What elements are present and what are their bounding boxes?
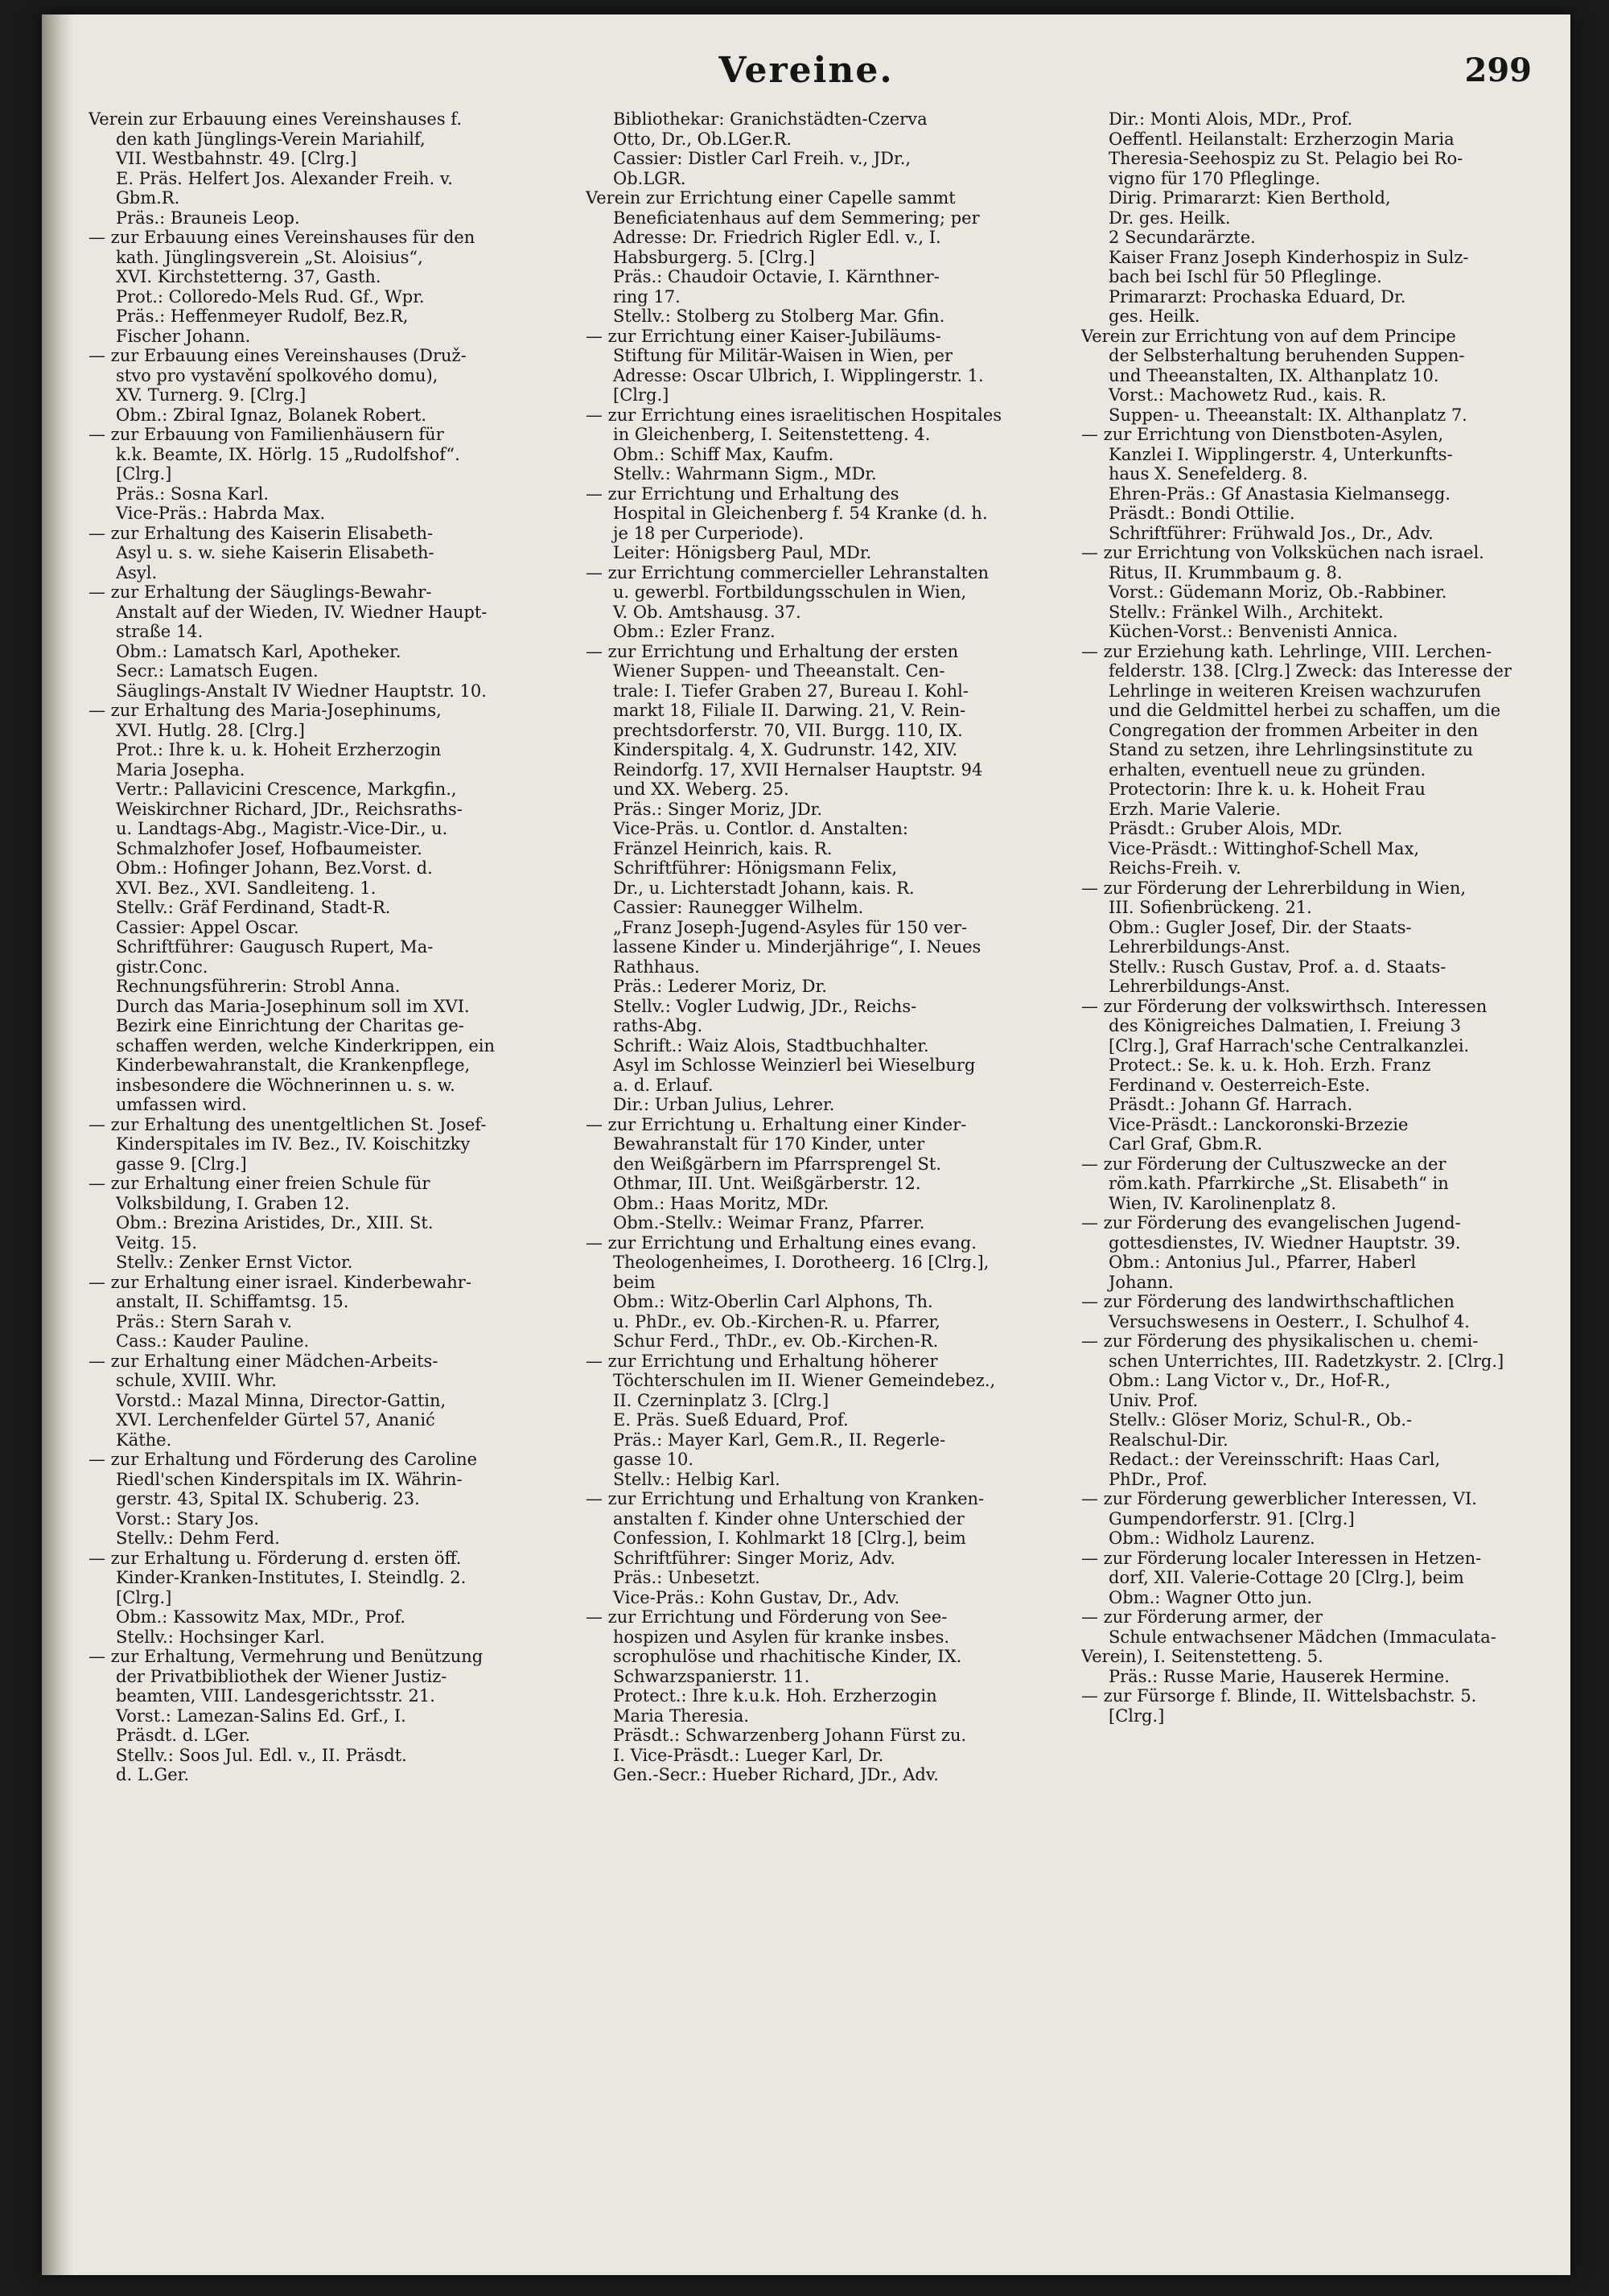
entry-line: Hospital in Gleichenberg f. 54 Kranke (d. h. (613, 504, 988, 523)
entry-line: — zur Erhaltung des Maria-Josephinums, (88, 701, 442, 720)
entry-line: schen Unterrichtes, III. Radetzkystr. 2. [Clrg.] (1109, 1351, 1504, 1371)
entry-line: Realschul-Dir. (1109, 1430, 1228, 1450)
entry-line: u. gewerbl. Fortbildungsschulen in Wien, (613, 582, 967, 602)
entry-line: Lehrerbildungs-Anst. (1109, 937, 1290, 957)
entry-line: Asyl. (116, 562, 158, 582)
entry-line: Leiter: Hönigsberg Paul, MDr. (613, 543, 872, 562)
entry-line: Fränzel Heinrich, kais. R. (613, 838, 833, 858)
entry-line: Obm.: Haas Moritz, MDr. (613, 1193, 829, 1213)
entry-line: Cass.: Kauder Pauline. (116, 1331, 310, 1351)
entry-line: bach bei Ischl für 50 Pfleglinge. (1109, 267, 1382, 286)
entry-line: — zur Errichtung und Erhaltung von Kranken- (586, 1489, 985, 1508)
entry-line: Dr., u. Lichterstadt Johann, kais. R. (613, 878, 915, 898)
entry-line: Präs.: Lederer Moriz, Dr. (613, 977, 827, 996)
entry-line: Erzh. Marie Valerie. (1109, 799, 1281, 819)
entry-line: — zur Erhaltung einer freien Schule für (88, 1174, 430, 1193)
entry-line: Reichs-Freih. v. (1109, 858, 1241, 878)
entry-line: Othmar, III. Unt. Weißgärberstr. 12. (613, 1174, 921, 1193)
entry-line: — zur Förderung der volkswirthsch. Interessen (1081, 996, 1488, 1016)
page-number: 299 (1464, 51, 1532, 89)
entry-line: Wien, IV. Karolinenplatz 8. (1109, 1193, 1337, 1213)
entry-line: Protect.: Se. k. u. k. Hoh. Erzh. Franz (1109, 1055, 1431, 1075)
entry-line: Stand zu setzen, ihre Lehrlingsinstitute zu (1109, 740, 1474, 759)
entry-line: Johann. (1109, 1272, 1174, 1292)
entry-line: des Königreiches Dalmatien, I. Freiung 3 (1109, 1016, 1462, 1035)
entry-line: Maria Theresia. (613, 1706, 750, 1726)
entry-line: Confession, I. Kohlmarkt 18 [Clrg.], beim (613, 1529, 966, 1548)
entry-line: — zur Förderung gewerblicher Interessen, VI. (1081, 1489, 1477, 1508)
entry-line: Dr. ges. Heilk. (1109, 208, 1231, 228)
entry-line: Präsdt.: Gruber Alois, MDr. (1109, 819, 1343, 838)
entry-line: Schriftführer: Hönigsmann Felix, (613, 858, 898, 878)
entry-line: Vice-Präsdt.: Lanckoronski-Brzezie (1109, 1114, 1409, 1134)
entry-line: Suppen- u. Theeanstalt: IX. Althanplatz 7. (1109, 405, 1467, 425)
entry-line: E. Präs. Helfert Jos. Alexander Freih. v. (116, 168, 453, 188)
entry-line: Obm.: Gugler Josef, Dir. der Staats- (1109, 917, 1412, 937)
entry-line: Lehrlinge in weiteren Kreisen wachzurufen (1109, 681, 1481, 701)
entry-line: Präs.: Mayer Karl, Gem.R., II. Regerle- (613, 1430, 946, 1450)
page-spine-shadow (42, 14, 74, 2275)
entry-line: Obm.: Lamatsch Karl, Apotheker. (116, 641, 401, 661)
entry-line: Stellv.: Dehm Ferd. (116, 1529, 280, 1548)
entry-line: V. Ob. Amtshausg. 37. (613, 602, 801, 622)
entry-line: Univ. Prof. (1109, 1390, 1199, 1410)
entry-line: Präs.: Stern Sarah v. (116, 1311, 293, 1331)
entry-line: — zur Förderung armer, der (1081, 1607, 1323, 1627)
entry-line: Verein), I. Seitenstetteng. 5. (1081, 1647, 1323, 1666)
page-title: Vereine. (718, 50, 894, 91)
entry-line: Kanzlei I. Wipplingerstr. 4, Unterkunfts- (1109, 444, 1453, 464)
entry-line: Präsdt.: Johann Gf. Harrach. (1109, 1095, 1353, 1114)
entry-line: Schmalzhofer Josef, Hofbaumeister. (116, 838, 422, 858)
entry-line: Obm.: Antonius Jul., Pfarrer, Haberl (1109, 1253, 1417, 1272)
entry-line: — zur Erhaltung u. Förderung d. ersten öff. (88, 1548, 462, 1568)
column-left (88, 109, 571, 2265)
entry-line: gottesdienstes, IV. Wiedner Hauptstr. 39. (1109, 1232, 1461, 1253)
entry-line: — zur Erhaltung des unentgeltlichen St. Josef- (88, 1114, 487, 1134)
entry-line: Veitg. 15. (116, 1232, 198, 1253)
entry-line: — zur Errichtung von Volksküchen nach israel. (1081, 543, 1484, 562)
entry-line: Präsdt.: Bondi Ottilie. (1109, 504, 1295, 523)
entry-line: [Clrg.] (1109, 1706, 1165, 1726)
entry-line: Congregation der frommen Arbeiter in den (1109, 720, 1479, 740)
entry-line: [Clrg.], Graf Harrach'sche Centralkanzlei. (1109, 1035, 1470, 1055)
entry-line: den kath Jünglings-Verein Mariahilf, (116, 129, 426, 149)
entry-line: E. Präs. Sueß Eduard, Prof. (613, 1410, 849, 1430)
entry-line: Käthe. (116, 1430, 172, 1450)
entry-line: Vice-Präs.: Kohn Gustav, Dr., Adv. (613, 1587, 900, 1607)
entry-line: — zur Erhaltung einer israel. Kinderbewahr- (88, 1272, 471, 1292)
entry-line: Stellv.: Glöser Moriz, Schul-R., Ob.- (1109, 1410, 1413, 1430)
entry-line: u. Landtags-Abg., Magistr.-Vice-Dir., u. (116, 819, 448, 838)
entry-line: Riedl'schen Kinderspitals im IX. Währin- (116, 1469, 463, 1489)
entry-line: Stellv.: Zenker Ernst Victor. (116, 1253, 353, 1272)
entry-line: prechtsdorferstr. 70, VII. Burgg. 110, IX. (613, 720, 963, 740)
entry-line: Vorst.: Stary Jos. (116, 1508, 259, 1529)
entry-line: Obm.: Kassowitz Max, MDr., Prof. (116, 1607, 406, 1627)
entry-line: Cassier: Raunegger Wilhelm. (613, 898, 864, 917)
entry-line: II. Czerninplatz 3. [Clrg.] (613, 1390, 829, 1410)
entry-line: Kaiser Franz Joseph Kinderhospiz in Sulz- (1109, 247, 1469, 267)
entry-line: k.k. Beamte, IX. Hörlg. 15 „Rudolfshof“. (116, 444, 460, 464)
entry-line: Theresia-Seehospiz zu St. Pelagio bei Ro- (1109, 149, 1463, 168)
column-right (1081, 109, 1564, 2265)
entry-line: gerstr. 43, Spital IX. Schuberig. 23. (116, 1489, 420, 1508)
entry-line: Volksbildung, I. Graben 12. (116, 1193, 350, 1213)
entry-line: Adresse: Dr. Friedrich Rigler Edl. v., I. (613, 228, 941, 247)
entry-line: XVI. Hutlg. 28. [Clrg.] (116, 720, 305, 740)
entry-line: Ferdinand v. Oesterreich-Este. (1109, 1075, 1370, 1095)
entry-line: Bibliothekar: Granichstädten-Czerva (613, 109, 928, 129)
entry-line: Theologenheimes, I. Dorotheerg. 16 [Clrg.], (613, 1253, 990, 1272)
entry-line: Vorst.: Machowetz Rud., kais. R. (1109, 385, 1387, 405)
entry-line: Kinder-Kranken-Institutes, I. Steindlg. 2. (116, 1568, 467, 1587)
entry-line: Kinderspitalg. 4, X. Gudrunstr. 142, XIV. (613, 740, 958, 759)
entry-line: lassene Kinder u. Minderjährige“, I. Neues (613, 937, 981, 957)
entry-line: Gen.-Secr.: Hueber Richard, JDr., Adv. (613, 1765, 939, 1784)
entry-line: Präs.: Singer Moriz, JDr. (613, 799, 823, 819)
entry-line: — zur Förderung des evangelischen Jugend- (1081, 1213, 1461, 1232)
entry-line: Präs.: Russe Marie, Hauserek Hermine. (1109, 1666, 1450, 1686)
entry-line: straße 14. (116, 622, 204, 641)
entry-line: Präsdt. d. LGer. (116, 1726, 251, 1745)
entry-line: Schriftführer: Singer Moriz, Adv. (613, 1548, 895, 1568)
entry-line: Vorst.: Lamezan-Salins Ed. Grf., I. (116, 1706, 406, 1726)
entry-line: — zur Errichtung von Dienstboten-Asylen, (1081, 425, 1444, 444)
entry-line: Protectorin: Ihre k. u. k. Hoheit Frau (1109, 780, 1426, 799)
entry-line: Dir.: Monti Alois, MDr., Prof. (1109, 109, 1353, 129)
entry-line: Prot.: Colloredo-Mels Rud. Gf., Wpr. (116, 286, 425, 307)
entry-line: raths-Abg. (613, 1016, 703, 1035)
entry-line: stvo pro vystavění spolkového domu), (116, 365, 438, 385)
entry-line: — zur Errichtung und Erhaltung eines evang. (586, 1232, 977, 1253)
entry-line: — zur Erhaltung des Kaiserin Elisabeth- (88, 523, 434, 543)
entry-line: Ritus, II. Krummbaum g. 8. (1109, 562, 1343, 582)
entry-line: XV. Turnerg. 9. [Clrg.] (116, 385, 307, 405)
entry-line: haus X. Senefelderg. 8. (1109, 464, 1308, 483)
entry-line: ring 17. (613, 286, 681, 307)
entry-line: Durch das Maria-Josephinum soll im XVI. (116, 996, 470, 1016)
entry-line: Wiener Suppen- und Theeanstalt. Cen- (613, 661, 945, 681)
entry-line: gasse 10. (613, 1450, 694, 1469)
entry-line: Obm.: Schiff Max, Kaufm. (613, 444, 834, 464)
entry-line: Vorstd.: Mazal Minna, Director-Gattin, (116, 1390, 446, 1410)
entry-line: trale: I. Tiefer Graben 27, Bureau I. Kohl- (613, 681, 969, 701)
entry-line: — zur Errichtung und Erhaltung der ersten (586, 641, 959, 661)
entry-line: XVI. Kirchstetterng. 37, Gasth. (116, 267, 381, 286)
entry-line: erhalten, eventuell neue zu gründen. (1109, 759, 1426, 780)
entry-line: gistr.Conc. (116, 957, 208, 977)
entry-line: umfassen wird. (116, 1095, 247, 1114)
entry-line: Prot.: Ihre k. u. k. Hoheit Erzherzogin (116, 740, 442, 759)
entry-line: — zur Förderung des landwirthschaftlichen (1081, 1292, 1455, 1311)
entry-line: den Weißgärbern im Pfarrsprengel St. (613, 1154, 942, 1174)
entry-line: der Selbsterhaltung beruhenden Suppen- (1109, 346, 1465, 365)
entry-line: — zur Förderung der Lehrerbildung in Wien, (1081, 878, 1467, 898)
entry-line: III. Sofienbrückeng. 21. (1109, 898, 1312, 917)
entry-line: Secr.: Lamatsch Eugen. (116, 661, 319, 681)
entry-line: felderstr. 138. [Clrg.] Zweck: das Interesse der (1109, 661, 1512, 681)
entry-line: der Privatbibliothek der Wiener Justiz- (116, 1666, 447, 1686)
entry-line: [Clrg.] (613, 385, 669, 405)
entry-line: — zur Erbauung eines Vereinshauses (Druž- (88, 346, 467, 365)
entry-line: — zur Erhaltung einer Mädchen-Arbeits- (88, 1351, 438, 1371)
entry-line: Vice-Präs. u. Contlor. d. Anstalten: (613, 819, 909, 838)
entry-line: Schriftführer: Gaugusch Rupert, Ma- (116, 937, 434, 957)
entry-line: Anstalt auf der Wieden, IV. Wiedner Haupt- (116, 602, 488, 622)
entry-line: insbesondere die Wöchnerinnen u. s. w. (116, 1075, 455, 1095)
entry-line: Stellv.: Fränkel Wilh., Architekt. (1109, 602, 1384, 622)
entry-line: d. L.Ger. (116, 1765, 190, 1784)
entry-line: — zur Errichtung und Förderung von See- (586, 1607, 948, 1627)
entry-line: schule, XVIII. Whr. (116, 1371, 277, 1390)
entry-line: beim (613, 1272, 656, 1292)
entry-line: Obm.: Lang Victor v., Dr., Hof-R., (1109, 1371, 1391, 1390)
entry-line: Asyl im Schlosse Weinzierl bei Wieselburg (613, 1055, 976, 1075)
entry-line: XVI. Bez., XVI. Sandleiteng. 1. (116, 878, 377, 898)
entry-line: Kinderspitales im IV. Bez., IV. Koischitzky (116, 1134, 471, 1154)
entry-line: Otto, Dr., Ob.LGer.R. (613, 129, 792, 149)
entry-line: Obm.: Zbiral Ignaz, Bolanek Robert. (116, 405, 427, 425)
entry-line: Obm.-Stellv.: Weimar Franz, Pfarrer. (613, 1213, 925, 1232)
entry-line: Stiftung für Militär-Waisen in Wien, per (613, 346, 953, 365)
entry-line: beamten, VIII. Landesgerichtsstr. 21. (116, 1686, 435, 1706)
entry-line: Ob.LGR. (613, 168, 686, 188)
entry-line: Obm.: Hofinger Johann, Bez.Vorst. d. (116, 858, 433, 878)
entry-line: Stellv.: Soos Jul. Edl. v., II. Präsdt. (116, 1745, 407, 1765)
entry-line: Verein zur Erbauung eines Vereinshauses f. (88, 109, 462, 129)
entry-line: Cassier: Distler Carl Freih. v., JDr., (613, 149, 911, 168)
entry-line: anstalten f. Kinder ohne Unterschied der (613, 1508, 965, 1529)
entry-line: Rathhaus. (613, 957, 700, 977)
entry-line: in Gleichenberg, I. Seitenstetteng. 4. (613, 425, 931, 444)
book-page (42, 14, 1570, 2275)
entry-line: Präs.: Chaudoir Octavie, I. Kärnthner- (613, 267, 940, 286)
entry-line: vigno für 170 Pfleglinge. (1109, 168, 1321, 188)
entry-line: Adresse: Oscar Ulbrich, I. Wipplingerstr. 1. (613, 365, 984, 385)
entry-line: — zur Errichtung eines israelitischen Hospitales (586, 405, 1002, 425)
entry-line: Obm.: Brezina Aristides, Dr., XIII. St. (116, 1213, 434, 1232)
entry-line: Stellv.: Wahrmann Sigm., MDr. (613, 464, 877, 483)
entry-line: je 18 per Curperiode). (613, 523, 804, 543)
entry-line: 2 Secundarärzte. (1109, 228, 1256, 247)
entry-line: Fischer Johann. (116, 326, 251, 346)
entry-line: a. d. Erlauf. (613, 1075, 714, 1095)
entry-line: Stellv.: Rusch Gustav, Prof. a. d. Staats- (1109, 957, 1446, 977)
entry-line: und die Geldmittel herbei zu schaffen, um die (1109, 701, 1501, 720)
entry-line: [Clrg.] (116, 1587, 172, 1607)
entry-line: — zur Erbauung eines Vereinshauses für den (88, 228, 475, 247)
entry-line: schaffen werden, welche Kinderkrippen, ein (116, 1035, 496, 1055)
entry-line: Oeffentl. Heilanstalt: Erzherzogin Maria (1109, 129, 1455, 149)
entry-line: Maria Josepha. (116, 759, 245, 780)
entry-line: Redact.: der Vereinsschrift: Haas Carl, (1109, 1450, 1441, 1469)
entry-line: Schwarzspanierstr. 11. (613, 1666, 810, 1686)
entry-line: Vice-Präs.: Habrda Max. (116, 504, 326, 523)
entry-line: Präsdt.: Schwarzenberg Johann Fürst zu. (613, 1726, 967, 1745)
entry-line: Schur Ferd., ThDr., ev. Ob.-Kirchen-R. (613, 1331, 939, 1351)
entry-line: — zur Erhaltung und Förderung des Caroline (88, 1450, 478, 1469)
entry-line: Lehrerbildungs-Anst. (1109, 977, 1290, 996)
entry-line: Bewahranstalt für 170 Kinder, unter (613, 1134, 925, 1154)
entry-line: Schrift.: Waiz Alois, Stadtbuchhalter. (613, 1035, 929, 1055)
entry-line: Verein zur Errichtung von auf dem Principe (1081, 326, 1456, 346)
entry-line: kath. Jünglingsverein „St. Aloisius“, (116, 247, 423, 267)
column-middle (586, 109, 1068, 2265)
entry-line: „Franz Joseph-Jugend-Asyles für 150 ver- (613, 917, 968, 937)
entry-line: Ehren-Präs.: Gf Anastasia Kielmansegg. (1109, 483, 1451, 504)
entry-line: ges. Heilk. (1109, 307, 1200, 326)
entry-line: Gbm.R. (116, 188, 180, 208)
entry-line: dorf, XII. Valerie-Cottage 20 [Clrg.], beim (1109, 1568, 1464, 1587)
entry-line: Cassier: Appel Oscar. (116, 917, 299, 937)
entry-line: Stellv.: Hochsinger Karl. (116, 1627, 325, 1647)
entry-line: Kinderbewahranstalt, die Krankenpflege, (116, 1055, 471, 1075)
entry-line: Vorst.: Güdemann Moriz, Ob.-Rabbiner. (1109, 582, 1447, 602)
entry-line: und XX. Weberg. 25. (613, 780, 789, 799)
entry-line: Reindorfg. 17, XVII Hernalser Hauptstr. 94 (613, 759, 983, 780)
entry-line: markt 18, Filiale II. Darwing. 21, V. Rein- (613, 701, 966, 720)
entry-line: Stellv.: Stolberg zu Stolberg Mar. Gfin. (613, 307, 945, 326)
entry-line: Weiskirchner Richard, JDr., Reichsraths- (116, 799, 463, 819)
entry-line: scrophulöse und rhachitische Kinder, IX. (613, 1647, 962, 1666)
entry-line: u. PhDr., ev. Ob.-Kirchen-R. u. Pfarrer, (613, 1311, 940, 1331)
entry-line: Stellv.: Helbig Karl. (613, 1469, 780, 1489)
entry-line: XVI. Lerchenfelder Gürtel 57, Ananić (116, 1410, 435, 1430)
entry-line: Dirig. Primararzt: Kien Berthold, (1109, 188, 1391, 208)
entry-line: Protect.: Ihre k.u.k. Hoh. Erzherzogin (613, 1686, 937, 1706)
entry-line: Rechnungsführerin: Strobl Anna. (116, 977, 401, 996)
entry-line: Stellv.: Gräf Ferdinand, Stadt-R. (116, 898, 391, 917)
entry-line: Schriftführer: Frühwald Jos., Dr., Adv. (1109, 523, 1434, 543)
entry-line: — zur Errichtung und Erhaltung höherer (586, 1351, 938, 1371)
entry-line: — zur Erhaltung, Vermehrung und Benützung (88, 1647, 484, 1666)
entry-line: Carl Graf, Gbm.R. (1109, 1134, 1263, 1154)
entry-line: Verein zur Errichtung einer Capelle sammt (586, 188, 956, 208)
entry-line: — zur Errichtung einer Kaiser-Jubiläums- (586, 326, 941, 346)
entry-line: — zur Errichtung und Erhaltung des (586, 483, 899, 504)
entry-line: Säuglings-Anstalt IV Wiedner Hauptstr. 10. (116, 681, 487, 701)
entry-line: gasse 9. [Clrg.] (116, 1154, 247, 1174)
entry-line: Obm.: Wagner Otto jun. (1109, 1587, 1313, 1607)
entry-line: — zur Erhaltung der Säuglings-Bewahr- (88, 582, 432, 602)
entry-line: Präs.: Sosna Karl. (116, 483, 270, 504)
entry-line: Beneficiatenhaus auf dem Semmering; per (613, 208, 980, 228)
entry-line: Dir.: Urban Julius, Lehrer. (613, 1095, 835, 1114)
entry-line: [Clrg.] (116, 464, 172, 483)
entry-line: I. Vice-Präsdt.: Lueger Karl, Dr. (613, 1745, 884, 1765)
entry-line: Bezirk eine Einrichtung der Charitas ge- (116, 1016, 464, 1035)
entry-line: Töchterschulen im II. Wiener Gemeindebez., (613, 1371, 996, 1390)
entry-line: Schule entwachsener Mädchen (Immaculata- (1109, 1627, 1496, 1647)
entry-line: und Theeanstalten, IX. Althanplatz 10. (1109, 365, 1439, 385)
entry-line: — zur Förderung der Cultuszwecke an der (1081, 1154, 1446, 1174)
entry-line: — zur Förderung des physikalischen u. chemi- (1081, 1331, 1479, 1351)
entry-line: — zur Erziehung kath. Lehrlinge, VIII. Lerchen- (1081, 641, 1492, 661)
entry-line: VII. Westbahnstr. 49. [Clrg.] (116, 149, 357, 168)
entry-line: Asyl u. s. w. siehe Kaiserin Elisabeth- (116, 543, 434, 562)
entry-line: Obm.: Ezler Franz. (613, 622, 776, 641)
entry-line: Gumpendorferstr. 91. [Clrg.] (1109, 1508, 1355, 1529)
entry-line: röm.kath. Pfarrkirche „St. Elisabeth“ in (1109, 1174, 1449, 1193)
entry-line: Präs.: Brauneis Leop. (116, 208, 300, 228)
entry-line: Versuchswesens in Oesterr., I. Schulhof 4. (1109, 1311, 1470, 1331)
entry-line: Primararzt: Prochaska Eduard, Dr. (1109, 286, 1406, 307)
entry-line: Obm.: Widholz Laurenz. (1109, 1529, 1315, 1548)
entry-line: — zur Förderung localer Interessen in Hetzen- (1081, 1548, 1482, 1568)
entry-line: anstalt, II. Schiffamtsg. 15. (116, 1292, 349, 1311)
entry-line: Obm.: Witz-Oberlin Carl Alphons, Th. (613, 1292, 933, 1311)
entry-line: hospizen und Asylen für kranke insbes. (613, 1627, 950, 1647)
entry-line: Präs.: Heffenmeyer Rudolf, Bez.R, (116, 307, 409, 326)
entry-line: — zur Errichtung commercieller Lehranstalten (586, 562, 989, 582)
entry-line: Habsburgerg. 5. [Clrg.] (613, 247, 815, 267)
entry-line: Vertr.: Pallavicini Crescence, Markgfin., (116, 780, 457, 799)
entry-line: — zur Fürsorge f. Blinde, II. Wittelsbachstr. 5. (1081, 1686, 1477, 1706)
entry-line: Stellv.: Vogler Ludwig, JDr., Reichs- (613, 996, 917, 1016)
entry-line: Vice-Präsdt.: Wittinghof-Schell Max, (1109, 838, 1420, 858)
entry-line: — zur Erbauung von Familienhäusern für (88, 425, 444, 444)
entry-line: Präs.: Unbesetzt. (613, 1568, 760, 1587)
entry-line: Küchen-Vorst.: Benvenisti Annica. (1109, 622, 1398, 641)
entry-line: PhDr., Prof. (1109, 1469, 1208, 1489)
entry-line: — zur Errichtung u. Erhaltung einer Kinder- (586, 1114, 967, 1134)
